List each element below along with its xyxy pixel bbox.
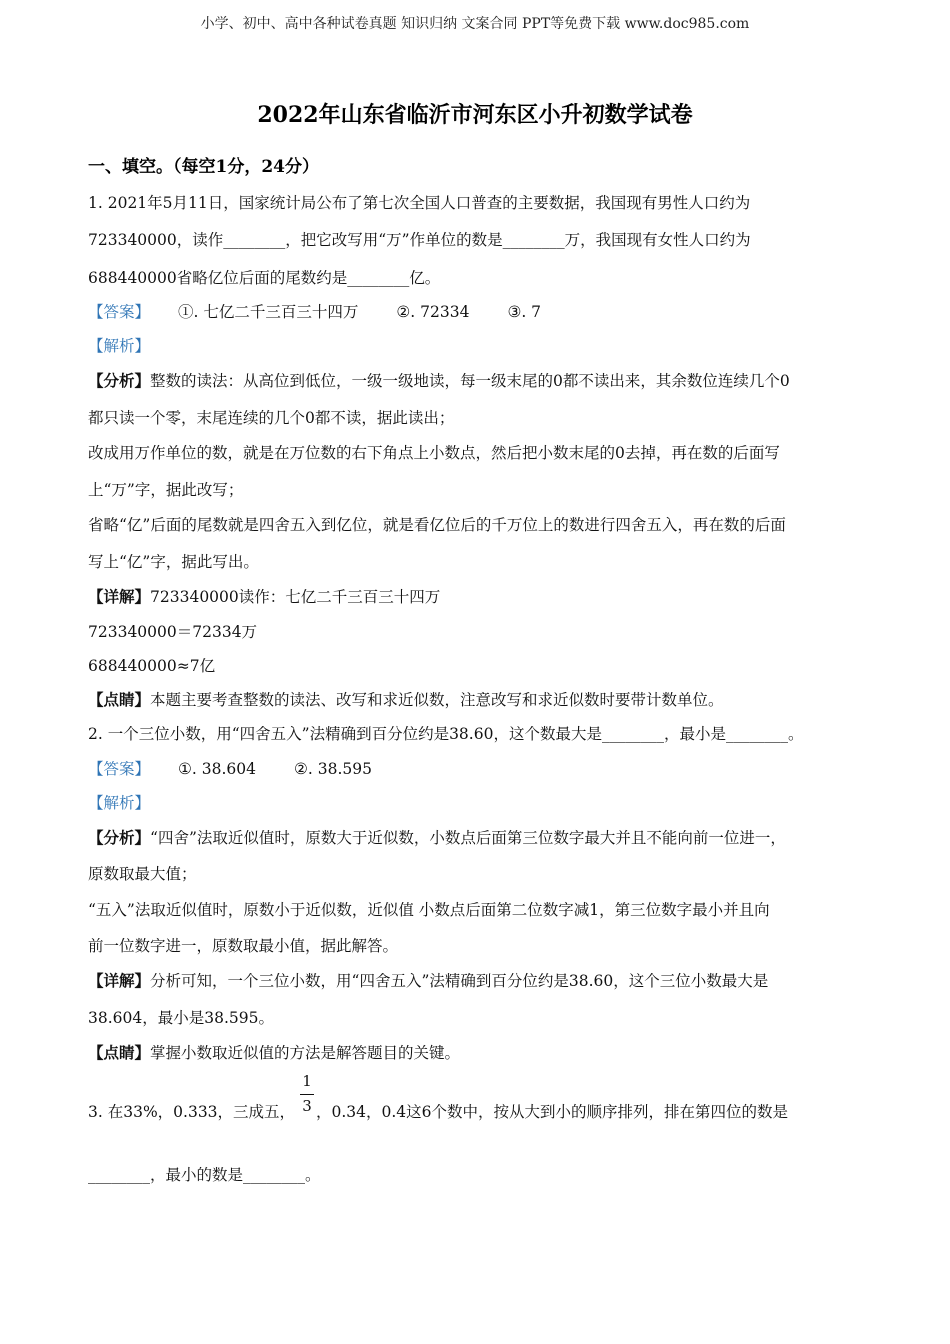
q1-text-line-1: 1. 2021年5月11日，国家统计局公布了第七次全国人口普查的主要数据，我国现有男性人口约为 (88, 194, 751, 212)
q1-fenxi-line-2: 都只读一个零，末尾连续的几个0都不读，据此读出； (88, 409, 455, 427)
xiangjie-tag: 【详解】 (88, 971, 151, 990)
analysis-tag: 【解析】 (88, 337, 151, 355)
fraction-bar (300, 1094, 314, 1095)
q2-answer-row (88, 757, 372, 779)
q1-xiangjie-line-2: 723340000＝72334万 (88, 623, 258, 641)
q1-fenxi-line-4: 上“万”字，据此改写； (88, 481, 244, 499)
q2-text-line-1: 2. 一个三位小数，用“四舍五入”法精确到百分位约是38.60，这个数最大是________，最小是________。 (88, 725, 804, 743)
q1-text-line-3: 688440000省略亿位后面的尾数约是________亿。 (88, 269, 441, 287)
q1-fenxi-line-3: 改成用万作单位的数，就是在万位数的右下角点上小数点，然后把小数末尾的0去掉，再在数的后面写 (88, 444, 780, 462)
q1-fenxi-line-1 (88, 369, 790, 391)
q2-fenxi-line-4: 前一位数字进一，原数取最小值，据此解答。 (88, 937, 399, 955)
q2-fenxi-line-1 (88, 826, 786, 848)
analysis-tag: 【解析】 (88, 794, 151, 812)
q2-answer-2: ②. 38.595 (294, 760, 372, 778)
q1-xiangjie-line-1 (88, 585, 440, 607)
fraction-numerator: 1 (302, 1072, 312, 1090)
q2-fenxi-line-3: “五入”法取近似值时，原数小于近似数，近似值 小数点后面第二位数字减1，第三位数字最小并且向 (88, 901, 770, 919)
q2-dianjing-line (88, 1041, 460, 1063)
q1-fenxi-line-6: 写上“亿”字，据此写出。 (88, 553, 259, 571)
q2-xiangjie-line-1 (88, 969, 768, 991)
q3-text-line-1b: ，0.34，0.4这6个数中，按从大到小的顺序排列，排在第四位的数是 (316, 1103, 789, 1121)
q2-fenxi-text-1: “四舍”法取近似值时，原数大于近似数，小数点后面第三位数字最大并且不能向前一位进一， (150, 829, 786, 847)
q2-dianjing-text: 掌握小数取近似值的方法是解答题目的关键。 (150, 1044, 461, 1062)
q2-xiangjie-text-1: 分析可知，一个三位小数，用“四舍五入”法精确到百分位约是38.60，这个三位小数最大是 (150, 972, 769, 990)
section-heading-fill-blank: 一、填空。（每空1分，24分） (88, 157, 319, 177)
q1-text-line-2: 723340000，读作________，把它改写用“万”作单位的数是________万，我国现有女性人口约为 (88, 231, 751, 249)
page-header: 小学、初中、高中各种试卷真题 知识归纳 文案合同 PPT等免费下载 www.doc985.com (200, 16, 750, 32)
fenxi-tag: 【分析】 (88, 828, 151, 847)
q1-fenxi-line-5: 省略“亿”后面的尾数就是四舍五入到亿位，就是看亿位后的千万位上的数进行四舍五入，再在数的后面 (88, 516, 786, 534)
q2-fenxi-line-2: 原数取最大值； (88, 865, 197, 883)
q2-xiangjie-line-2: 38.604，最小是38.595。 (88, 1009, 274, 1027)
q1-xiangjie-text-1: 723340000读作：七亿二千三百三十四万 (150, 588, 441, 606)
q1-answer-1: ①. 七亿二千三百三十四万 (178, 303, 359, 321)
q3-text-line-1a: 3. 在33%，0.333，三成五， (88, 1103, 296, 1121)
q1-dianjing-text: 本题主要考查整数的读法、改写和求近似数，注意改写和求近似数时要带计数单位。 (150, 691, 724, 709)
q1-dianjing-line (88, 688, 724, 710)
answer-tag: 【答案】 (88, 760, 151, 778)
fraction-one-third (300, 1074, 314, 1114)
dianjing-tag: 【点睛】 (88, 690, 151, 709)
answer-tag: 【答案】 (88, 303, 151, 321)
q1-xiangjie-line-3: 688440000≈7亿 (88, 657, 216, 675)
q1-fenxi-text-1: 整数的读法：从高位到低位，一级一级地读，每一级末尾的0都不读出来，其余数位连续几个0 (150, 372, 790, 390)
q1-answer-2: ②. 72334 (396, 303, 470, 321)
xiangjie-tag: 【详解】 (88, 587, 151, 606)
page-title: 2022年山东省临沂市河东区小升初数学试卷 (257, 102, 693, 128)
dianjing-tag: 【点睛】 (88, 1043, 151, 1062)
q1-answer-row (88, 300, 541, 322)
q3-text-line-2: ________，最小的数是________。 (88, 1166, 321, 1184)
fenxi-tag: 【分析】 (88, 371, 151, 390)
fraction-denominator: 3 (302, 1097, 312, 1115)
q1-answer-3: ③. 7 (507, 303, 542, 321)
q2-answer-1: ①. 38.604 (178, 760, 256, 778)
